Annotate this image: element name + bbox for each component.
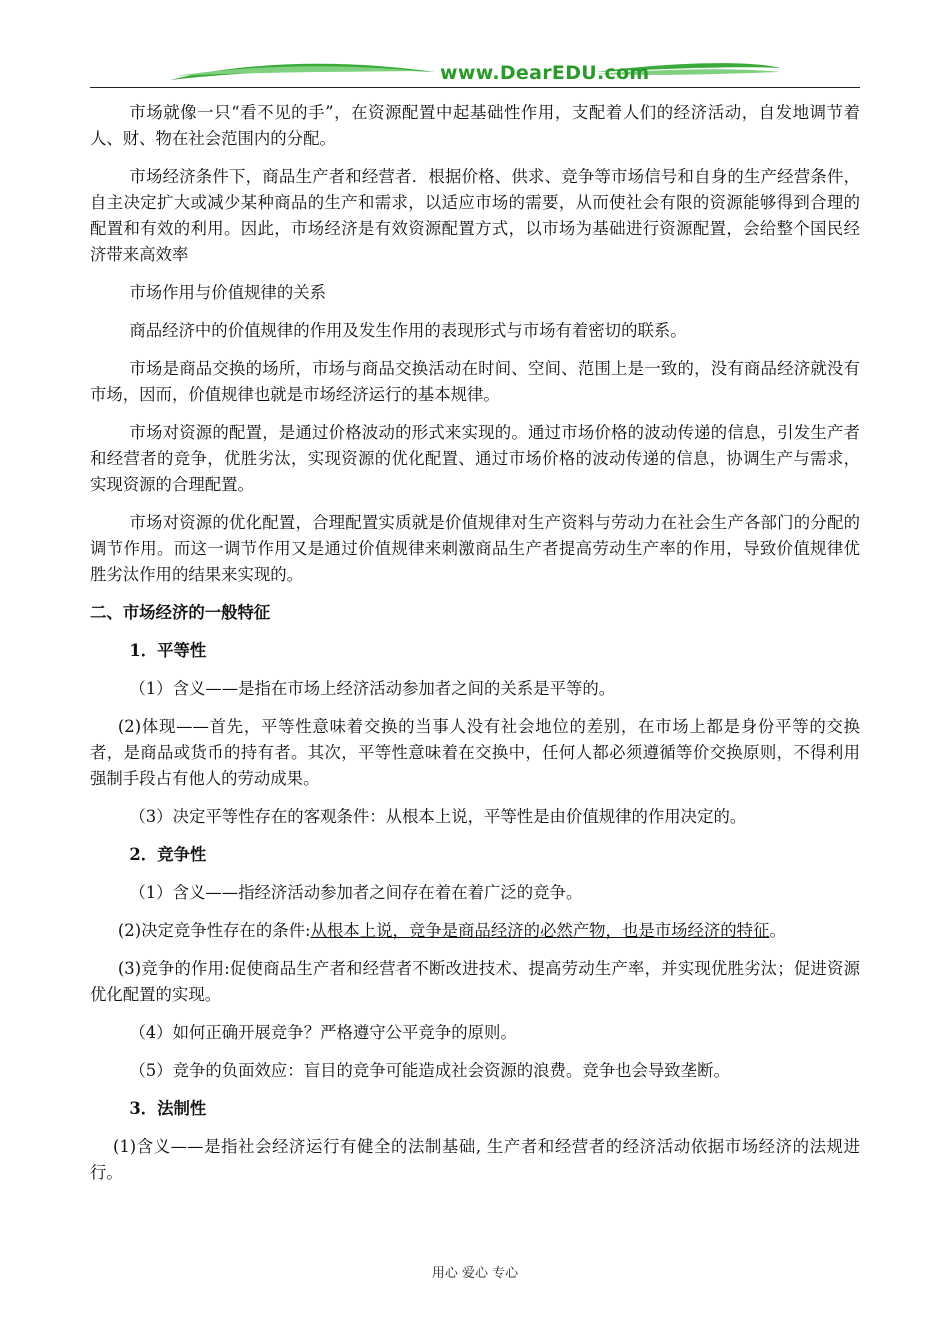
paragraph: 市场是商品交换的场所，市场与商品交换活动在时间、空间、范围上是一致的，没有商品经济就没有市场，因而，价值规律也就是市场经济运行的基本规律。: [90, 359, 860, 404]
site-header: [90, 58, 860, 90]
paragraph: 市场对资源的配置，是通过价格波动的形式来实现的。通过市场价格的波动传递的信息，引发生产者和经营者的竞争，优胜劣汰，实现资源的优化配置、通过市场价格的波动传递的信息，协调生产与需求，实现资源的合理配置。: [90, 423, 860, 494]
paragraph: （3）决定平等性存在的客观条件：从根本上说，平等性是由价值规律的作用决定的。: [129, 807, 747, 826]
paragraph: （5）竞争的负面效应：盲目的竞争可能造成社会资源的浪费。竞争也会导致垄断。: [129, 1061, 730, 1080]
subsection-heading: 1．平等性: [129, 641, 207, 660]
paragraph: 市场作用与价值规律的关系: [129, 283, 327, 302]
paragraph: （1）含义——是指在市场上经济活动参加者之间的关系是平等的。: [129, 679, 616, 698]
page-footer: 用心 爱心 专心: [431, 1266, 519, 1281]
site-logo[interactable]: www.DearEDU.com: [440, 62, 650, 84]
paragraph: （1）含义——指经济活动参加者之间存在着在着广泛的竞争。: [129, 883, 583, 902]
subsection-heading: 2．竞争性: [129, 845, 207, 864]
paragraph-suffix: 。: [769, 921, 786, 940]
paragraph: (2)体现——首先，平等性意味着交换的当事人没有社会地位的差别，在市场上都是身份平等的交换者，是商品或货币的持有者。其次，平等性意味着在交换中，任何人都必须遵循等价交换原则，不得利用强制手段占有他人的劳动成果。: [90, 717, 860, 788]
underlined-text: 从根本上说，竞争是商品经济的必然产物，也是市场经济的特征: [310, 921, 770, 940]
paragraph: 市场就像一只“看不见的手”，在资源配置中起基础性作用，支配着人们的经济活动，自发地调节着人、财、物在社会范围内的分配。: [90, 103, 860, 148]
paragraph: (1)含义——是指社会经济运行有健全的法制基础, 生产者和经营者的经济活动依据市场经济的法规进行。: [90, 1137, 860, 1182]
paragraph: 市场经济条件下，商品生产者和经营者．根据价格、供求、竞争等市场信号和自身的生产经营条件，自主决定扩大或减少某种商品的生产和需求，以适应市场的需要，从而使社会有限的资源能够得到合理的配置和有效的利用。因此，市场经济是有效资源配置方式，以市场为基础进行资源配置，会给整个国民经济带来高效率: [90, 167, 860, 264]
paragraph: 市场对资源的优化配置，合理配置实质就是价值规律对生产资料与劳动力在社会生产各部门的分配的调节作用。而这一调节作用又是通过价值规律来刺激商品生产者提高劳动生产率的作用，导致价值规律优胜劣汰作用的结果来实现的。: [90, 513, 860, 584]
paragraph: （4）如何正确开展竞争？严格遵守公平竞争的原则。: [129, 1023, 517, 1042]
paragraph: 商品经济中的价值规律的作用及发生作用的表现形式与市场有着密切的联系。: [129, 321, 687, 340]
header-divider: [90, 87, 860, 88]
document-body: [90, 100, 860, 1198]
paragraph: [90, 918, 860, 944]
subsection-heading: 3．法制性: [129, 1099, 207, 1118]
section-heading: 二、市场经济的一般特征: [90, 603, 271, 622]
paragraph: (3)竞争的作用:促使商品生产者和经营者不断改进技术、提高劳动生产率，并实现优胜劣汰；促进资源优化配置的实现。: [90, 959, 860, 1004]
paragraph-prefix: (2)决定竞争性存在的条件:: [117, 921, 311, 940]
